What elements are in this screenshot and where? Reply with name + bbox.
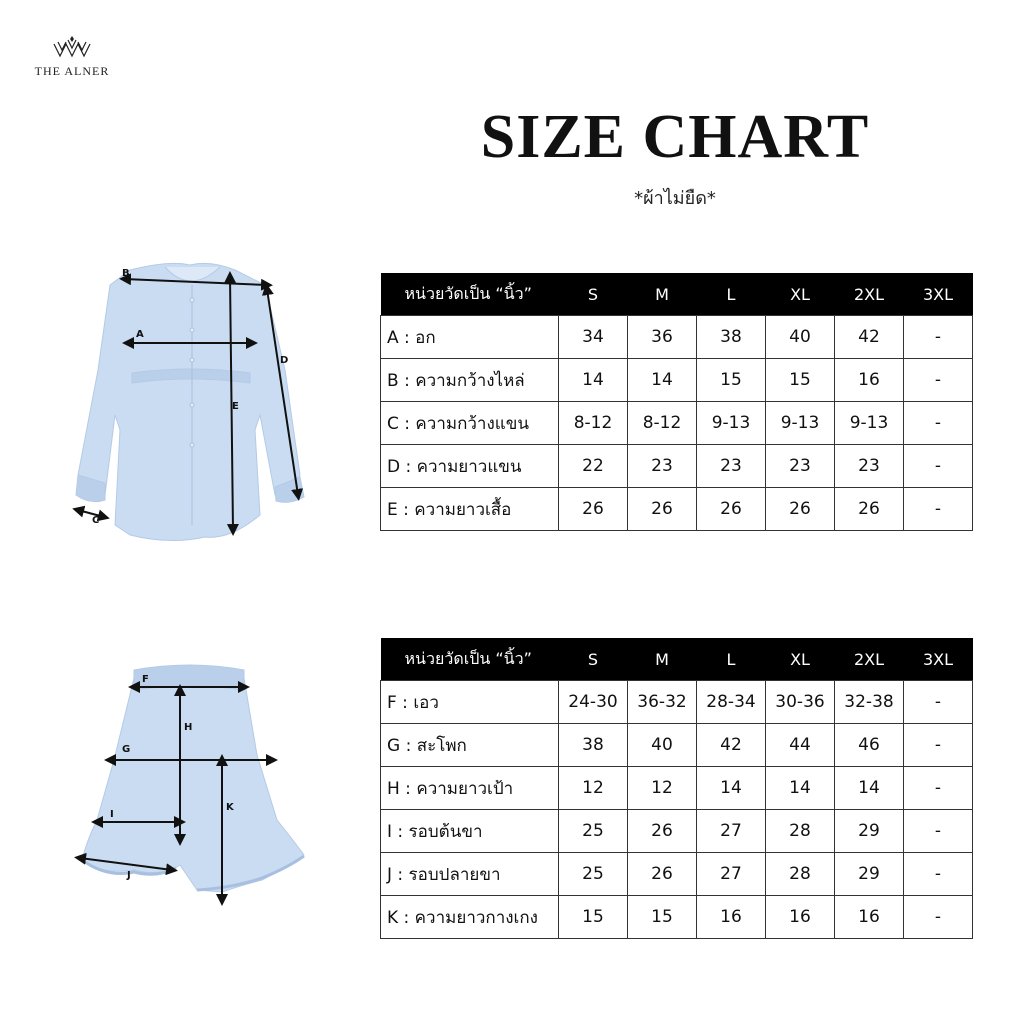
table-cell: 23	[628, 445, 697, 488]
table-cell: -	[904, 810, 973, 853]
table-cell: -	[904, 767, 973, 810]
table-cell: 15	[697, 359, 766, 402]
measure-label: I : รอบต้นขา	[381, 810, 559, 853]
table-cell: -	[904, 402, 973, 445]
bottom-size-table	[380, 638, 973, 939]
table-cell: 29	[835, 810, 904, 853]
table-row	[381, 896, 973, 939]
table-header-row	[381, 638, 973, 681]
table-cell: 30-36	[766, 681, 835, 724]
table-cell: -	[904, 681, 973, 724]
measure-label: A : อก	[381, 316, 559, 359]
table-cell: 26	[835, 488, 904, 531]
measure-label: F : เอว	[381, 681, 559, 724]
table-cell: 16	[835, 359, 904, 402]
table-cell: 36	[628, 316, 697, 359]
table-cell: 9-13	[766, 402, 835, 445]
table-cell: 14	[559, 359, 628, 402]
page-subtitle: *ผ้าไม่ยืด*	[634, 188, 716, 209]
table-cell: 26	[559, 488, 628, 531]
table-cell: -	[904, 488, 973, 531]
table-cell: 42	[697, 724, 766, 767]
table-cell: 26	[628, 853, 697, 896]
table-cell: 34	[559, 316, 628, 359]
table-cell: 23	[766, 445, 835, 488]
table-cell: 12	[628, 767, 697, 810]
table-cell: 38	[697, 316, 766, 359]
size-header: L	[697, 638, 766, 681]
label-b: B	[122, 268, 130, 279]
unit-header: หน่วยวัดเป็น “นิ้ว”	[381, 638, 559, 681]
table-cell: 14	[766, 767, 835, 810]
shorts-illustration	[72, 660, 322, 910]
measure-label: G : สะโพก	[381, 724, 559, 767]
table-row	[381, 359, 973, 402]
table-cell: -	[904, 445, 973, 488]
table-cell: 16	[835, 896, 904, 939]
size-header: S	[559, 273, 628, 316]
table-cell: 15	[559, 896, 628, 939]
label-e: E	[232, 401, 239, 412]
table-cell: 14	[628, 359, 697, 402]
brand-name: THE ALNER	[34, 64, 110, 78]
table-row	[381, 681, 973, 724]
table-cell: -	[904, 359, 973, 402]
table-cell: 23	[835, 445, 904, 488]
table-cell: 26	[697, 488, 766, 531]
blouse-illustration	[70, 255, 310, 555]
size-header: L	[697, 273, 766, 316]
measure-label: B : ความกว้างไหล่	[381, 359, 559, 402]
table-row	[381, 724, 973, 767]
label-c: C	[92, 515, 100, 526]
measure-label: J : รอบปลายขา	[381, 853, 559, 896]
label-j: J	[127, 870, 131, 881]
measure-label: C : ความกว้างแขน	[381, 402, 559, 445]
table-cell: 25	[559, 853, 628, 896]
table-cell: 16	[697, 896, 766, 939]
table-row	[381, 810, 973, 853]
table-cell: 23	[697, 445, 766, 488]
table-cell: 8-12	[628, 402, 697, 445]
table-cell: 12	[559, 767, 628, 810]
table-cell: 27	[697, 853, 766, 896]
measure-label: H : ความยาวเป้า	[381, 767, 559, 810]
label-d: D	[280, 355, 289, 366]
label-g: G	[122, 744, 131, 755]
table-cell: 40	[628, 724, 697, 767]
size-header: 3XL	[904, 638, 973, 681]
table-cell: 22	[559, 445, 628, 488]
table-cell: -	[904, 724, 973, 767]
table-cell: 36-32	[628, 681, 697, 724]
size-header: M	[628, 638, 697, 681]
size-header: 2XL	[835, 273, 904, 316]
table-row	[381, 316, 973, 359]
crown-icon	[52, 36, 92, 58]
table-cell: 26	[628, 488, 697, 531]
table-cell: 15	[766, 359, 835, 402]
table-cell: 27	[697, 810, 766, 853]
table-cell: 16	[766, 896, 835, 939]
size-header: S	[559, 638, 628, 681]
table-cell: 26	[628, 810, 697, 853]
label-i: I	[110, 809, 114, 820]
table-cell: 15	[628, 896, 697, 939]
label-a: A	[136, 329, 144, 340]
table-cell: 26	[766, 488, 835, 531]
table-cell: -	[904, 853, 973, 896]
table-cell: 42	[835, 316, 904, 359]
table-row	[381, 853, 973, 896]
label-h: H	[184, 722, 193, 733]
measure-label: E : ความยาวเสื้อ	[381, 488, 559, 531]
table-header-row	[381, 273, 973, 316]
table-row	[381, 488, 973, 531]
size-header: 3XL	[904, 273, 973, 316]
measure-label: D : ความยาวแขน	[381, 445, 559, 488]
label-f: F	[142, 674, 149, 685]
table-cell: 25	[559, 810, 628, 853]
table-cell: 38	[559, 724, 628, 767]
table-cell: 29	[835, 853, 904, 896]
measure-label: K : ความยาวกางเกง	[381, 896, 559, 939]
table-cell: 9-13	[835, 402, 904, 445]
label-k: K	[226, 802, 234, 813]
table-row	[381, 767, 973, 810]
table-cell: 14	[835, 767, 904, 810]
table-cell: 8-12	[559, 402, 628, 445]
table-cell: 28	[766, 810, 835, 853]
unit-header: หน่วยวัดเป็น “นิ้ว”	[381, 273, 559, 316]
size-header: XL	[766, 273, 835, 316]
table-cell: 14	[697, 767, 766, 810]
table-cell: 9-13	[697, 402, 766, 445]
top-size-table	[380, 273, 973, 531]
table-row	[381, 402, 973, 445]
size-header: 2XL	[835, 638, 904, 681]
table-cell: 44	[766, 724, 835, 767]
table-cell: 24-30	[559, 681, 628, 724]
size-header: XL	[766, 638, 835, 681]
table-row	[381, 445, 973, 488]
brand-logo	[30, 36, 114, 79]
table-cell: 32-38	[835, 681, 904, 724]
table-cell: 28-34	[697, 681, 766, 724]
table-cell: 40	[766, 316, 835, 359]
table-cell: -	[904, 316, 973, 359]
table-cell: 46	[835, 724, 904, 767]
page-title: SIZE CHART	[480, 103, 870, 171]
table-cell: 28	[766, 853, 835, 896]
size-header: M	[628, 273, 697, 316]
table-cell: -	[904, 896, 973, 939]
